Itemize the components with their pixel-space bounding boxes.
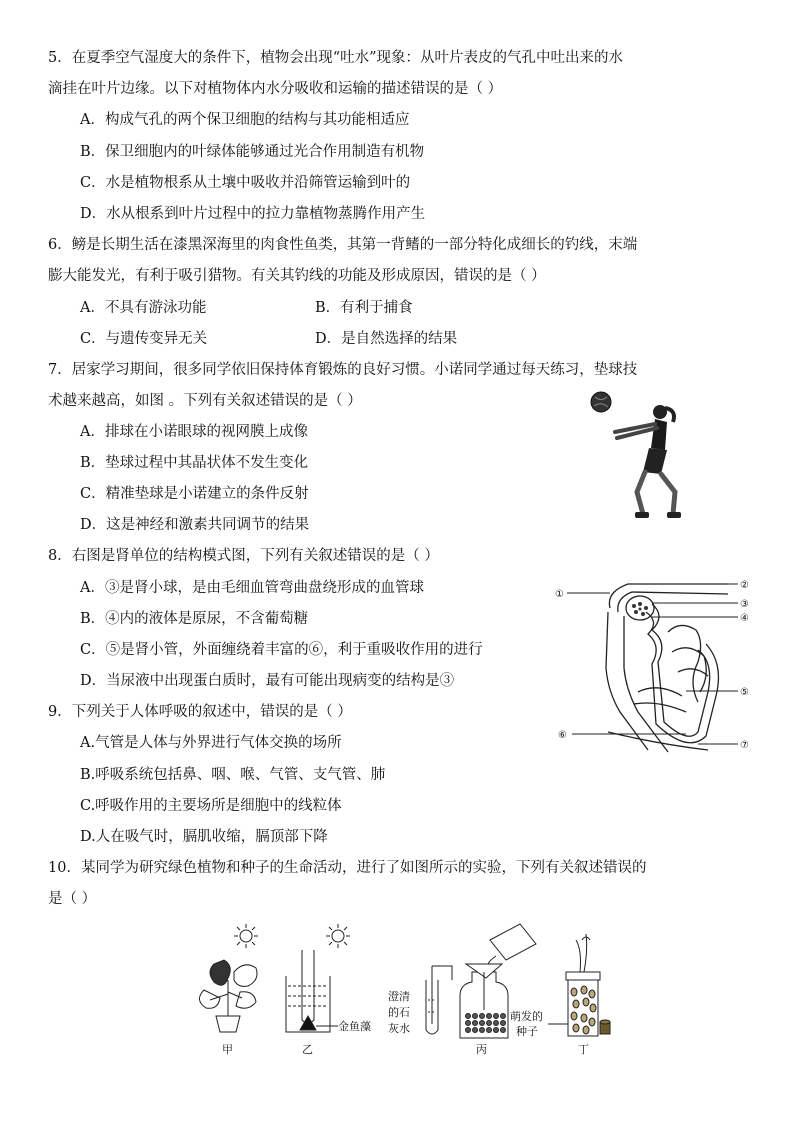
q5-stem-line-1: 5．在夏季空气湿度大的条件下，植物会出现“吐水”现象：从叶片表皮的气孔中吐出来的水 [48,50,624,66]
q6-option-c: C．与遗传变异无关 [80,331,208,347]
label-6: ⑥ [558,730,567,741]
experiment-figure [190,920,620,1065]
label-7: ⑦ [740,740,749,751]
q8-option-a: A．③是肾小球，是由毛细血管弯曲盘绕形成的血管球 [80,580,424,596]
q10-stem-line-2: 是（ ） [48,891,97,907]
label-jia: 甲 [222,1043,233,1056]
q6-stem-line-1: 6．鳑是长期生活在漆黑深海里的肉食性鱼类，其第一背鳍的一部分特化成细长的钓线，末端 [48,237,638,253]
q9-option-d: D.人在吸气时，膈肌收缩，膈顶部下降 [80,829,328,845]
q8-option-c: C．⑤是肾小管，外面缠绕着丰富的⑥，利于重吸收作用的进行 [80,642,483,658]
label-limewater-3: 灰水 [388,1022,410,1035]
label-goldfish-algae: 金鱼藻 [338,1020,371,1033]
label-bing: 丙 [476,1043,487,1056]
q8-option-d: D．当尿液中出现蛋白质时，最有可能出现病变的结构是③ [80,673,455,689]
q7-option-d: D．这是神经和激素共同调节的结果 [80,517,310,533]
q8-option-b: B．④内的液体是原尿，不含葡萄糖 [80,611,309,627]
q5-stem-line-2: 滴挂在叶片边缘。以下对植物体内水分吸收和运输的描述错误的是（ ） [48,81,503,97]
q6-option-d: D．是自然选择的结果 [315,331,458,347]
q5-option-d: D．水从根系到叶片过程中的拉力靠植物蒸腾作用产生 [80,206,426,222]
volleyball-ball [591,392,611,412]
q8-stem: 8．右图是肾单位的结构模式图，下列有关叙述错误的是（ ） [48,548,439,564]
q6-option-a: A．不具有游泳功能 [80,300,207,316]
q7-option-a: A．排球在小诺眼球的视网膜上成像 [80,424,308,440]
beaker-yi [286,950,338,1032]
seed-jar-ding [566,934,610,1036]
sun-icon-jia [234,924,258,948]
label-5: ⑤ [740,687,749,698]
label-sprouting-seeds-2: 种子 [516,1025,538,1038]
label-ding: 丁 [578,1043,589,1056]
volleyball-player-figure [585,388,695,523]
label-limewater-2: 的石 [388,1006,410,1019]
label-sprouting-seeds-1: 萌发的 [510,1010,543,1023]
q6-stem-line-2: 膨大能发光，有利于吸引猎物。有关其钓线的功能及形成原因，错误的是（ ） [48,268,546,284]
label-yi: 乙 [302,1043,313,1056]
q6-option-b: B．有利于捕食 [315,300,413,316]
q10-stem-line-1: 10．某同学为研究绿色植物和种子的生命活动，进行了如图所示的实验，下列有关叙述错误的 [48,860,647,876]
label-1: ① [555,589,564,600]
q9-option-b: B.呼吸系统包括鼻、咽、喉、气管、支气管、肺 [80,767,386,783]
q7-stem-line-2: 术越来越高，如图 。下列有关叙述错误的是（ ） [48,393,362,409]
q9-stem: 9．下列关于人体呼吸的叙述中，错误的是（ ） [48,704,352,720]
q7-stem-line-1: 7．居家学习期间，很多同学依旧保持体育锻炼的良好习惯。小诺同学通过每天练习，垫球技 [48,362,638,378]
label-3: ③ [740,599,749,610]
label-2: ② [740,580,749,591]
nephron-diagram [548,572,768,758]
q7-option-c: C．精准垫球是小诺建立的条件反射 [80,486,309,502]
q5-option-c: C．水是植物根系从土壤中吸收并沿筛管运输到叶的 [80,175,411,191]
label-limewater-1: 澄清 [388,990,410,1003]
q5-option-b: B．保卫细胞内的叶绿体能够通过光合作用制造有机物 [80,144,425,160]
q9-option-c: C.呼吸作用的主要场所是细胞中的线粒体 [80,798,342,814]
potted-plant [199,960,257,1032]
limewater-tube [426,966,452,1034]
q9-option-a: A.气管是人体与外界进行气体交换的场所 [80,735,342,751]
q7-option-b: B．垫球过程中其晶状体不发生变化 [80,455,309,471]
q5-option-a: A．构成气孔的两个保卫细胞的结构与其功能相适应 [80,112,410,128]
label-4: ④ [740,613,749,624]
sun-icon-yi [326,924,350,948]
